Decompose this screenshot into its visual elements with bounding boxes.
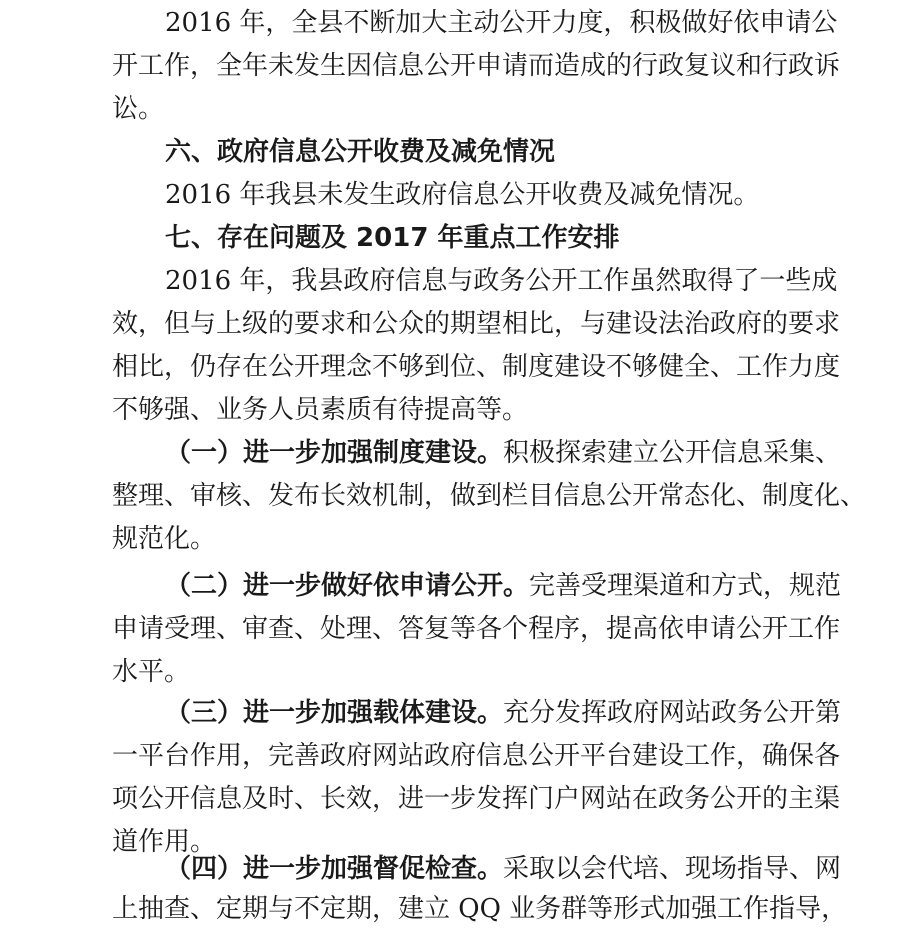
list-item-text: 采取以会代培、现场指导、网	[503, 854, 842, 884]
paragraph-line: 整理、审核、发布长效机制，做到栏目信息公开常态化、制度化、	[112, 481, 867, 511]
section-heading: 七、存在问题及 2017 年重点工作安排	[165, 223, 620, 253]
list-item-lead: （四）进一步加强督促检查。	[165, 854, 504, 884]
list-item-lead: （一）进一步加强制度建设。	[165, 438, 504, 468]
paragraph-line: 道作用。	[112, 827, 217, 857]
list-item-text: 充分发挥政府网站政务公开第	[503, 698, 842, 728]
paragraph-line: 讼。	[112, 94, 165, 124]
paragraph-line: 2016 年我县未发生政府信息公开收费及减免情况。	[165, 180, 760, 210]
list-item-line	[165, 563, 841, 609]
section-heading: 六、政府信息公开收费及减免情况	[165, 137, 556, 167]
paragraph-line: 效，但与上级的要求和公众的期望相比，与建设法治政府的要求	[112, 309, 841, 339]
list-item-text: 完善受理渠道和方式，规范	[529, 571, 842, 601]
paragraph-line: 上抽查、定期与不定期，建立 QQ 业务群等形式加强工作指导，	[112, 894, 848, 924]
list-item-text: 积极探索建立公开信息采集、	[503, 438, 842, 468]
paragraph-line: 项公开信息及时、长效，进一步发挥门户网站在政务公开的主渠	[112, 784, 841, 814]
list-item-line	[165, 690, 841, 736]
paragraph-line: 相比，仍存在公开理念不够到位、制度建设不够健全、工作力度	[112, 352, 841, 382]
paragraph-line: 2016 年，我县政府信息与政务公开工作虽然取得了一些成	[165, 266, 838, 296]
paragraph-line: 2016 年，全县不断加大主动公开力度，积极做好依申请公	[165, 8, 838, 38]
paragraph-line: 水平。	[112, 657, 191, 687]
paragraph-line: 规范化。	[112, 524, 217, 554]
list-item-line	[165, 430, 841, 476]
paragraph-line: 申请受理、审查、处理、答复等各个程序，提高依申请公开工作	[112, 614, 841, 644]
list-item-lead: （三）进一步加强载体建设。	[165, 698, 504, 728]
paragraph-line: 开工作，全年未发生因信息公开申请而造成的行政复议和行政诉	[112, 51, 841, 81]
list-item-lead: （二）进一步做好依申请公开。	[165, 571, 530, 601]
paragraph-line: 一平台作用，完善政府网站政府信息公开平台建设工作，确保各	[112, 741, 841, 771]
paragraph-line: 不够强、业务人员素质有待提高等。	[112, 395, 529, 425]
